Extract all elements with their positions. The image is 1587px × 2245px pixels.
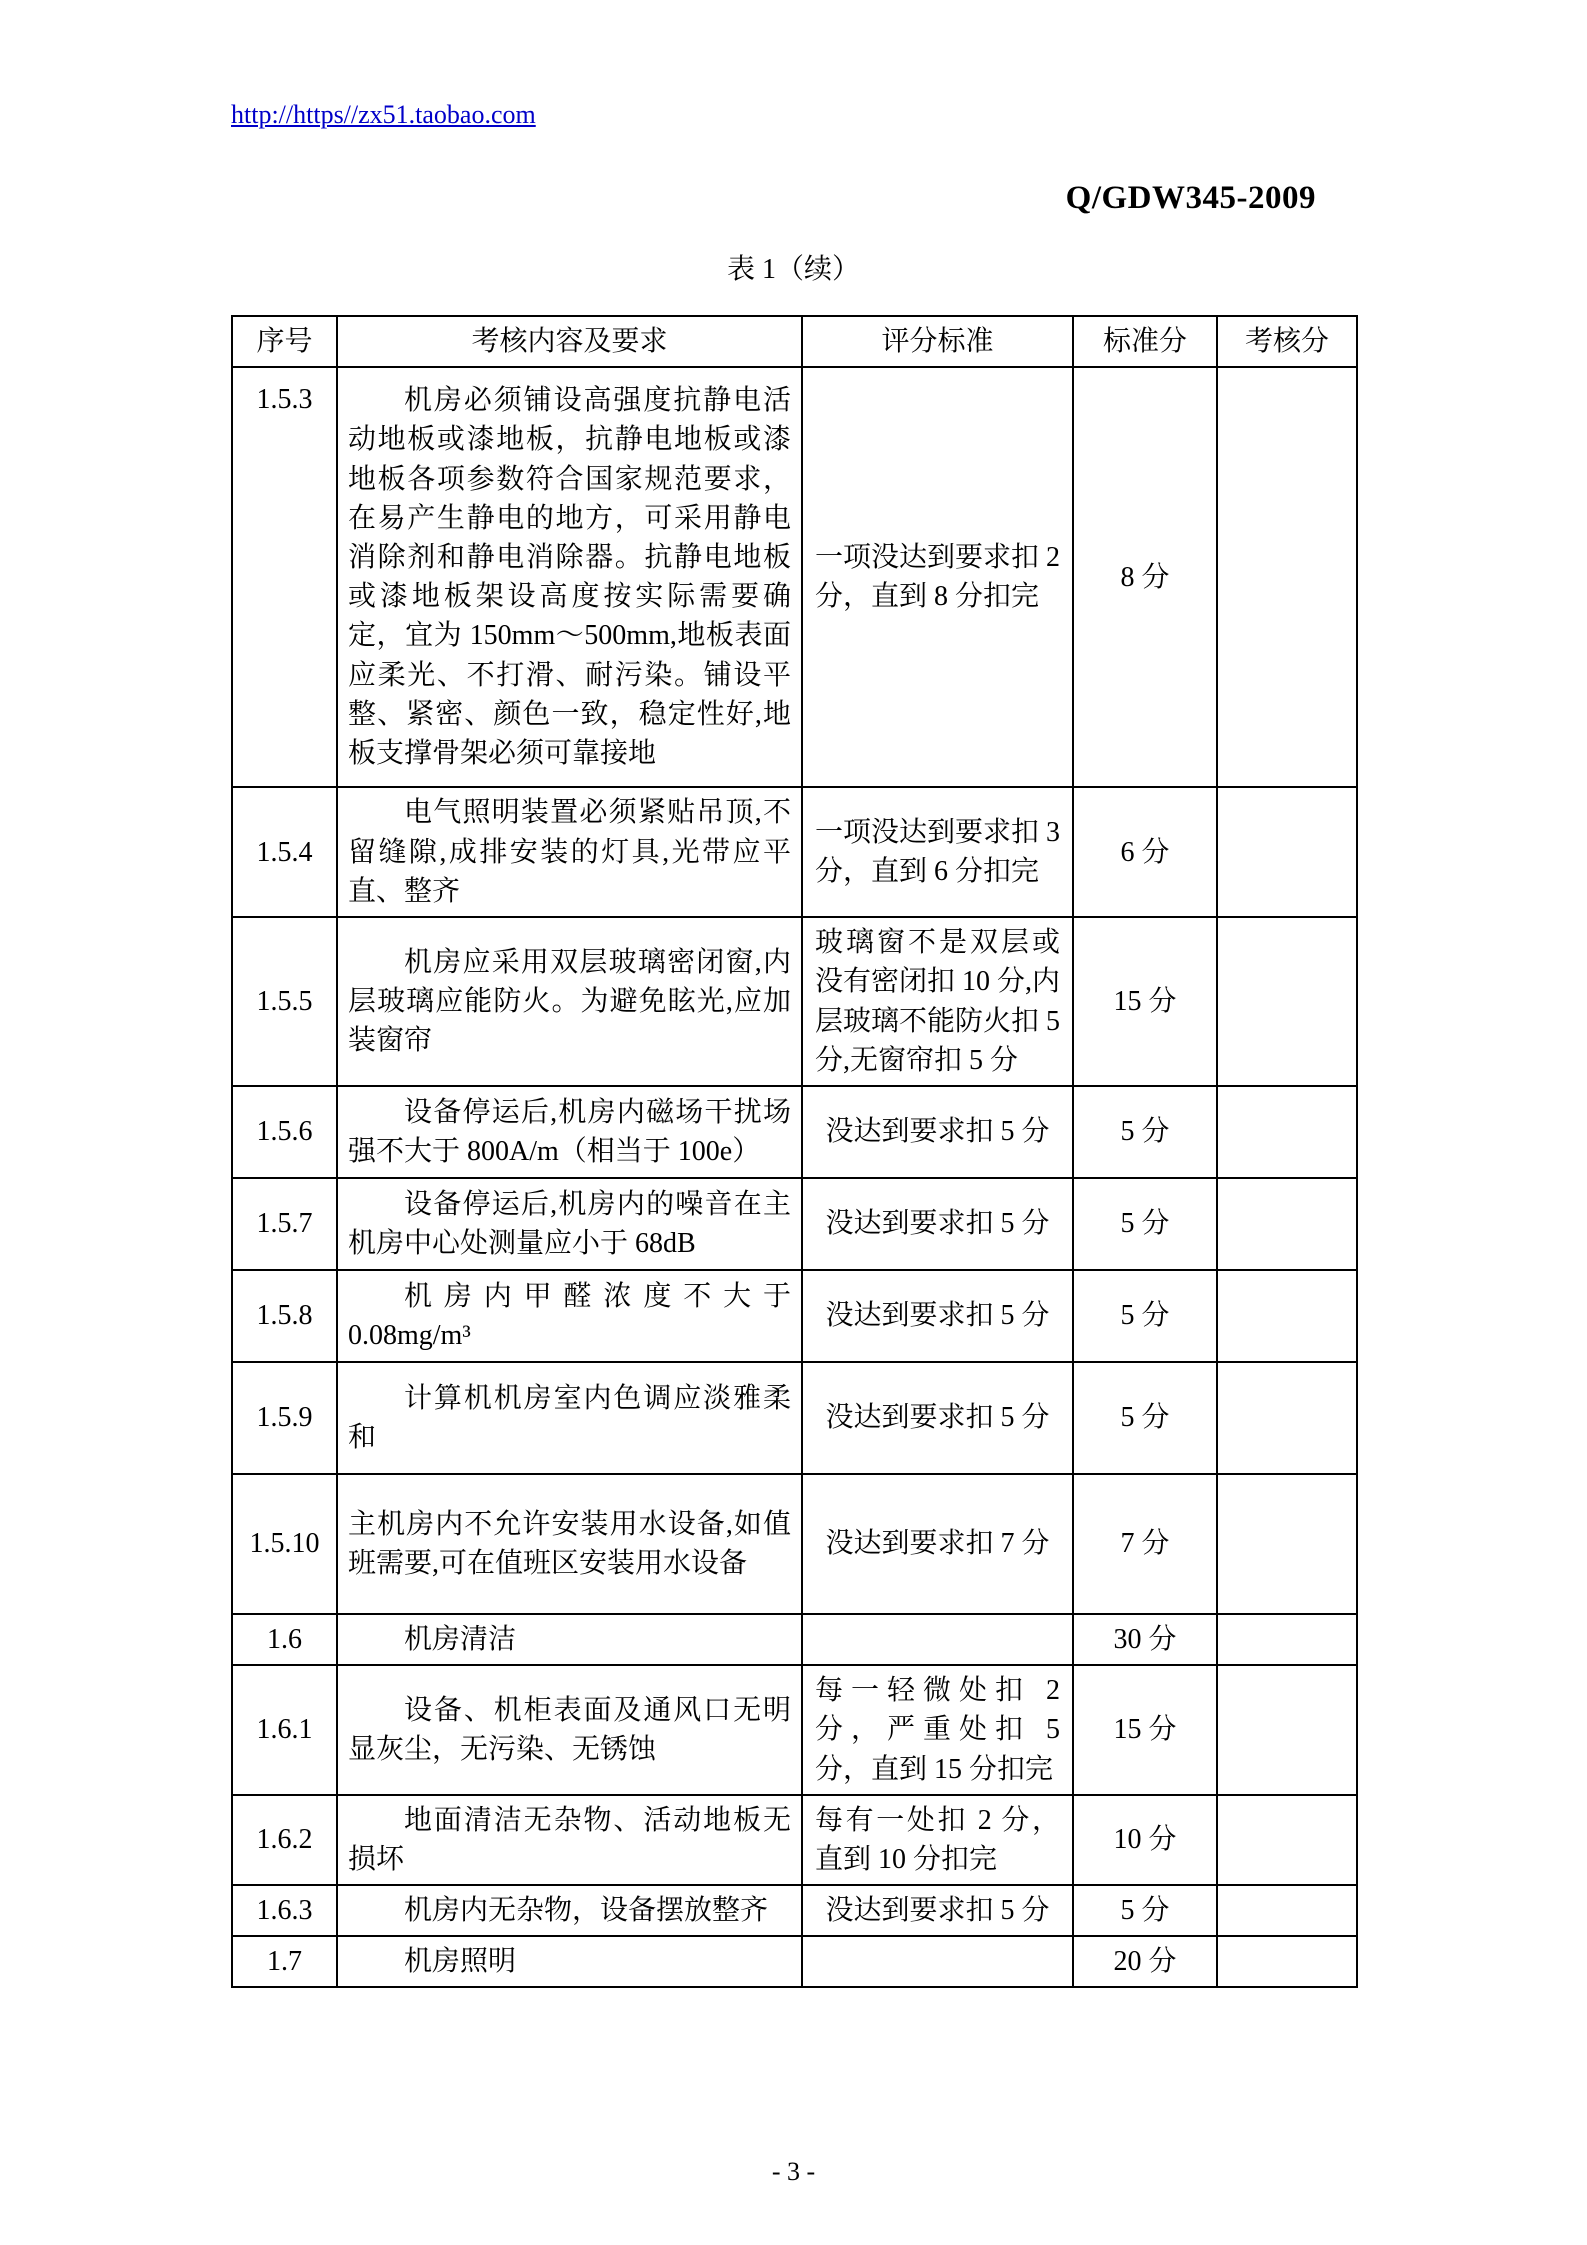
column-header: 标准分 bbox=[1073, 316, 1217, 367]
row-content: 机房内无杂物，设备摆放整齐 bbox=[337, 1885, 802, 1936]
row-standard-score: 10 分 bbox=[1073, 1795, 1217, 1885]
row-standard-score: 15 分 bbox=[1073, 917, 1217, 1086]
row-standard: 玻璃窗不是双层或没有密闭扣 10 分,内层玻璃不能防火扣 5 分,无窗帘扣 5 分 bbox=[802, 917, 1073, 1086]
row-standard-score: 5 分 bbox=[1073, 1362, 1217, 1474]
row-content: 机房清洁 bbox=[337, 1614, 802, 1665]
row-standard: 每一轻微处扣 2 分，严重处扣 5 分，直到 15 分扣完 bbox=[802, 1665, 1073, 1795]
row-id: 1.7 bbox=[232, 1936, 337, 1987]
row-standard-score: 5 分 bbox=[1073, 1270, 1217, 1362]
row-id: 1.6 bbox=[232, 1614, 337, 1665]
row-standard: 没达到要求扣 5 分 bbox=[802, 1362, 1073, 1474]
row-content: 机房必须铺设高强度抗静电活动地板或漆地板，抗静电地板或漆地板各项参数符合国家规范要求，在易产生静电的地方，可采用静电消除剂和静电消除器。抗静电地板或漆地板架设高度按实际需要确定，宜为 150mm～500mm,地板表面应柔光、不打滑、耐污染。铺设平整、紧密、颜色一致，稳定性好,地板支撑骨架必须可靠接地 bbox=[337, 367, 802, 787]
column-header: 序号 bbox=[232, 316, 337, 367]
row-id: 1.5.3 bbox=[232, 367, 337, 787]
table-row bbox=[232, 1885, 1357, 1936]
table-row bbox=[232, 1665, 1357, 1795]
assessment-table bbox=[231, 315, 1358, 1988]
row-id: 1.5.5 bbox=[232, 917, 337, 1086]
row-exam-score bbox=[1217, 1086, 1357, 1178]
row-content: 机房照明 bbox=[337, 1936, 802, 1987]
row-exam-score bbox=[1217, 1936, 1357, 1987]
row-id: 1.5.6 bbox=[232, 1086, 337, 1178]
row-content: 机房内甲醛浓度不大于 0.08mg/m³ bbox=[337, 1270, 802, 1362]
row-id: 1.5.10 bbox=[232, 1474, 337, 1614]
row-exam-score bbox=[1217, 1614, 1357, 1665]
column-header: 考核内容及要求 bbox=[337, 316, 802, 367]
row-standard-score: 6 分 bbox=[1073, 787, 1217, 917]
row-standard-score: 30 分 bbox=[1073, 1614, 1217, 1665]
row-standard-score: 8 分 bbox=[1073, 367, 1217, 787]
row-standard: 没达到要求扣 7 分 bbox=[802, 1474, 1073, 1614]
row-exam-score bbox=[1217, 1270, 1357, 1362]
table-row bbox=[232, 1795, 1357, 1885]
row-exam-score bbox=[1217, 787, 1357, 917]
table-row bbox=[232, 917, 1357, 1086]
row-standard: 没达到要求扣 5 分 bbox=[802, 1885, 1073, 1936]
row-id: 1.5.7 bbox=[232, 1178, 337, 1270]
taobao-shop-link[interactable]: http://https//zx51.taobao.com bbox=[231, 100, 536, 129]
row-standard-score: 7 分 bbox=[1073, 1474, 1217, 1614]
row-id: 1.6.2 bbox=[232, 1795, 337, 1885]
document-code: Q/GDW345-2009 bbox=[1065, 180, 1316, 216]
row-standard: 没达到要求扣 5 分 bbox=[802, 1178, 1073, 1270]
row-content: 设备停运后,机房内磁场干扰场强不大于 800A/m（相当于 100e） bbox=[337, 1086, 802, 1178]
table-header-row bbox=[232, 316, 1357, 367]
row-exam-score bbox=[1217, 1885, 1357, 1936]
row-exam-score bbox=[1217, 1474, 1357, 1614]
table-row bbox=[232, 1474, 1357, 1614]
row-content: 设备、机柜表面及通风口无明显灰尘，无污染、无锈蚀 bbox=[337, 1665, 802, 1795]
page-number: - 3 - bbox=[771, 2157, 816, 2186]
table-row bbox=[232, 1936, 1357, 1987]
row-content: 设备停运后,机房内的噪音在主机房中心处测量应小于 68dB bbox=[337, 1178, 802, 1270]
row-id: 1.5.9 bbox=[232, 1362, 337, 1474]
column-header: 考核分 bbox=[1217, 316, 1357, 367]
table-row bbox=[232, 1086, 1357, 1178]
row-standard-score: 5 分 bbox=[1073, 1885, 1217, 1936]
row-content: 地面清洁无杂物、活动地板无损坏 bbox=[337, 1795, 802, 1885]
table-row bbox=[232, 787, 1357, 917]
row-standard-score: 20 分 bbox=[1073, 1936, 1217, 1987]
row-standard: 一项没达到要求扣 2 分，直到 8 分扣完 bbox=[802, 367, 1073, 787]
row-exam-score bbox=[1217, 367, 1357, 787]
row-id: 1.6.1 bbox=[232, 1665, 337, 1795]
column-header: 评分标准 bbox=[802, 316, 1073, 367]
row-content: 机房应采用双层玻璃密闭窗,内层玻璃应能防火。为避免眩光,应加装窗帘 bbox=[337, 917, 802, 1086]
row-standard: 没达到要求扣 5 分 bbox=[802, 1086, 1073, 1178]
row-standard bbox=[802, 1614, 1073, 1665]
row-id: 1.6.3 bbox=[232, 1885, 337, 1936]
row-standard bbox=[802, 1936, 1073, 1987]
table-row bbox=[232, 1362, 1357, 1474]
row-content: 电气照明装置必须紧贴吊顶,不留缝隙,成排安装的灯具,光带应平直、整齐 bbox=[337, 787, 802, 917]
row-exam-score bbox=[1217, 1795, 1357, 1885]
row-content: 主机房内不允许安装用水设备,如值班需要,可在值班区安装用水设备 bbox=[337, 1474, 802, 1614]
row-standard-score: 5 分 bbox=[1073, 1178, 1217, 1270]
table-body bbox=[232, 367, 1357, 1987]
row-content: 计算机机房室内色调应淡雅柔和 bbox=[337, 1362, 802, 1474]
table-row bbox=[232, 1178, 1357, 1270]
row-standard-score: 15 分 bbox=[1073, 1665, 1217, 1795]
row-standard: 一项没达到要求扣 3 分，直到 6 分扣完 bbox=[802, 787, 1073, 917]
row-standard: 没达到要求扣 5 分 bbox=[802, 1270, 1073, 1362]
row-exam-score bbox=[1217, 917, 1357, 1086]
row-standard-score: 5 分 bbox=[1073, 1086, 1217, 1178]
row-exam-score bbox=[1217, 1178, 1357, 1270]
row-exam-score bbox=[1217, 1665, 1357, 1795]
table-row bbox=[232, 1614, 1357, 1665]
row-standard: 每有一处扣 2 分，直到 10 分扣完 bbox=[802, 1795, 1073, 1885]
table-title: 表 1（续） bbox=[726, 254, 860, 285]
row-id: 1.5.8 bbox=[232, 1270, 337, 1362]
row-exam-score bbox=[1217, 1362, 1357, 1474]
table-row bbox=[232, 1270, 1357, 1362]
table-row bbox=[232, 367, 1357, 787]
row-id: 1.5.4 bbox=[232, 787, 337, 917]
